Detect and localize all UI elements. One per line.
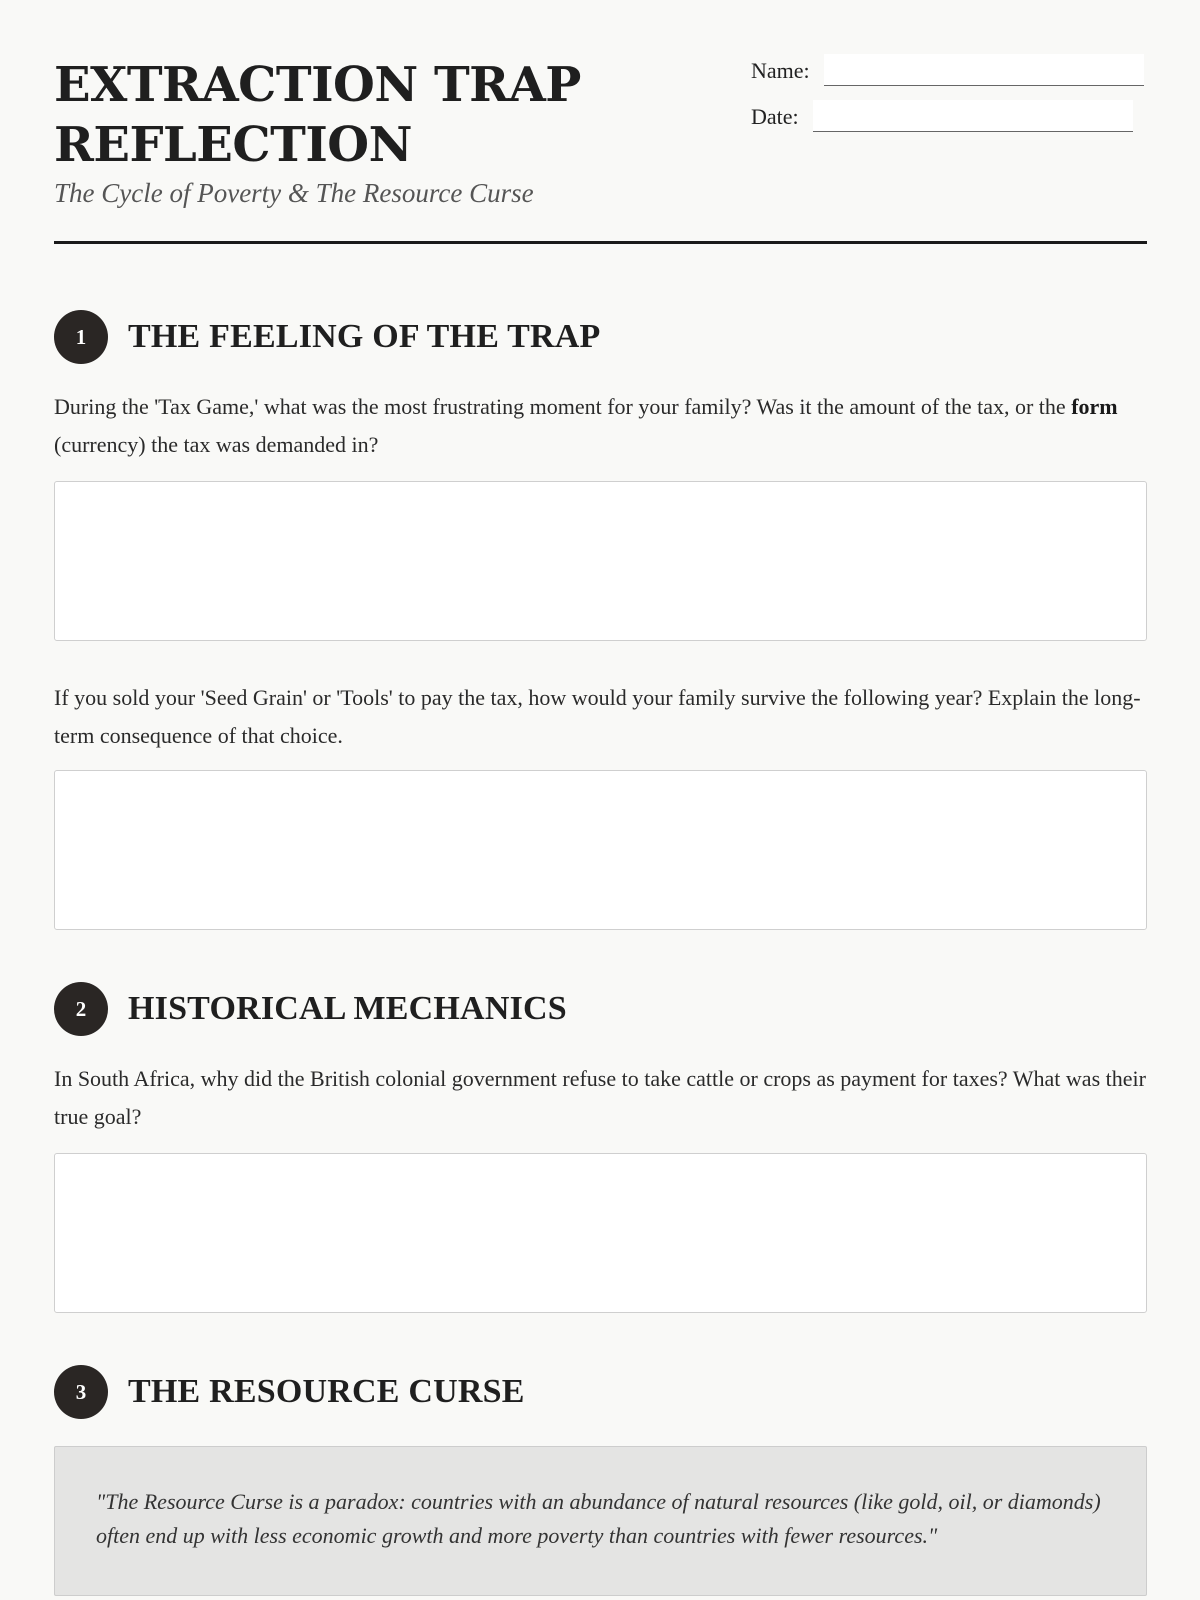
quote-box [54, 1446, 1147, 1596]
name-label: Name: [751, 58, 810, 83]
worksheet-header [54, 0, 1147, 244]
section-1-heading [54, 310, 601, 364]
answer-box-1b[interactable] [54, 770, 1147, 930]
name-row [751, 54, 1144, 86]
date-row [751, 100, 1133, 132]
section-number-badge: 3 [54, 1365, 108, 1419]
question-1b: If you sold your 'Seed Grain' or 'Tools' to pay the tax, how would your family survive the following year? Explain the long-term consequence of that choice. [54, 685, 1141, 748]
section-title: HISTORICAL MECHANICS [128, 990, 567, 1027]
page-subtitle: The Cycle of Poverty & The Resource Curse [54, 178, 534, 208]
answer-box-1a[interactable] [54, 481, 1147, 641]
section-title: THE FEELING OF THE TRAP [128, 318, 601, 355]
name-field[interactable] [824, 54, 1144, 86]
date-label: Date: [751, 104, 799, 129]
section-2-heading [54, 982, 567, 1036]
section-number-badge: 1 [54, 310, 108, 364]
section-3-heading [54, 1365, 525, 1419]
answer-box-2a[interactable] [54, 1153, 1147, 1313]
worksheet-page [54, 0, 1147, 1600]
question-text: During the 'Tax Game,' what was the most frustrating moment for your family? Was it the amount of the tax, or the [54, 394, 1072, 419]
question-1a [54, 388, 1147, 464]
date-field[interactable] [813, 100, 1133, 132]
question-text: (currency) the tax was demanded in? [54, 432, 379, 457]
question-2a: In South Africa, why did the British colonial government refuse to take cattle or crops as payment for taxes? What was their true goal? [54, 1066, 1146, 1129]
resource-curse-quote: "The Resource Curse is a paradox: countries with an abundance of natural resources (like gold, oil, or diamonds) often end up with less economic growth and more poverty than countries with fewer resources." [96, 1489, 1101, 1548]
section-title: THE RESOURCE CURSE [128, 1373, 525, 1410]
section-number-badge: 2 [54, 982, 108, 1036]
page-title: EXTRACTION TRAP REFLECTION [54, 57, 581, 173]
question-emphasis: form [1071, 394, 1118, 419]
